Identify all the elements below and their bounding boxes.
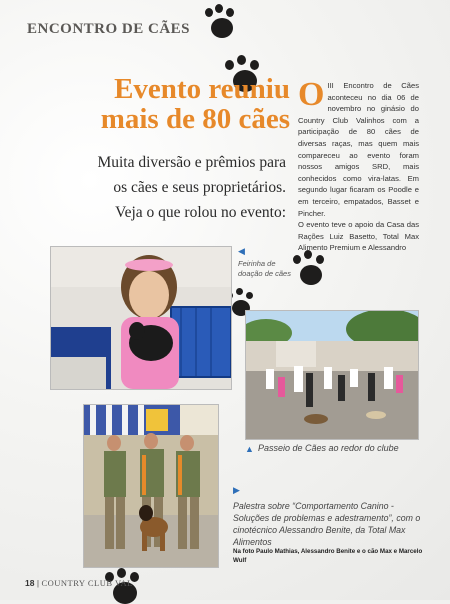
caption-feirinha: [238, 259, 308, 279]
photo-credit: Na foto Paulo Mathias, Alessandro Benite e o cão Max e Marcelo Wulf: [233, 548, 423, 564]
subheadline-line: os cães e seus proprietários.: [113, 179, 286, 196]
triangle-right-icon: ▶: [233, 485, 240, 495]
footer-separator: |: [36, 578, 40, 588]
paw-print-icon: [203, 6, 239, 42]
photo-lecture-with-dog: [83, 404, 219, 568]
headline-line: mais de 80 cães: [100, 103, 290, 135]
subheadline: [26, 150, 286, 225]
section-label: ENCONTRO DE CÃES: [27, 21, 191, 37]
subheadline-line: Muita diversão e prêmios para: [97, 154, 286, 171]
page-footer: [25, 578, 133, 588]
subheadline-line: Veja o que rolou no evento:: [115, 204, 286, 221]
drop-cap: O: [298, 76, 325, 113]
publication-name: COUNTRY CLUB VAL: [41, 578, 133, 588]
caption-line: Feirinha de: [238, 259, 276, 268]
triangle-left-icon: ◀: [238, 246, 245, 256]
page-number: 18: [25, 578, 35, 588]
caption-palestra: Palestra sobre “Comportamento Canino - Soluções de problemas e adestramento”, com o cinotécnico Alessandro Benite, da Total Max Alimentos: [233, 501, 421, 547]
article-body: [298, 76, 419, 254]
caption-line: doação de cães: [238, 269, 291, 278]
triangle-up-icon: ▲: [245, 444, 254, 454]
caption-passeio: Passeio de Cães ao redor do clube: [258, 443, 399, 453]
body-paragraph: III Encontro de Cães aconteceu no dia 06 de novembro no ginásio do Country Club Valinhos com a participação de 80 cães de diversas raças, mas quem mais compareceu ao evento foram nossos amigos SRD, mais conhecidos como vira-latas. Em segundo lugar ficaram os Poodle e em terceiro, empatados, Basset e Pincher.: [298, 81, 419, 218]
body-paragraph: O evento teve o apoio da Casa das Rações Luiz Basetto, Total Max Alimento Premium e Alessandro: [298, 220, 419, 253]
headline: [20, 74, 290, 134]
photo-dog-walk: [245, 310, 419, 440]
headline-line: Evento reuniu: [114, 73, 290, 105]
photo-girl-with-puppy: [50, 246, 232, 390]
